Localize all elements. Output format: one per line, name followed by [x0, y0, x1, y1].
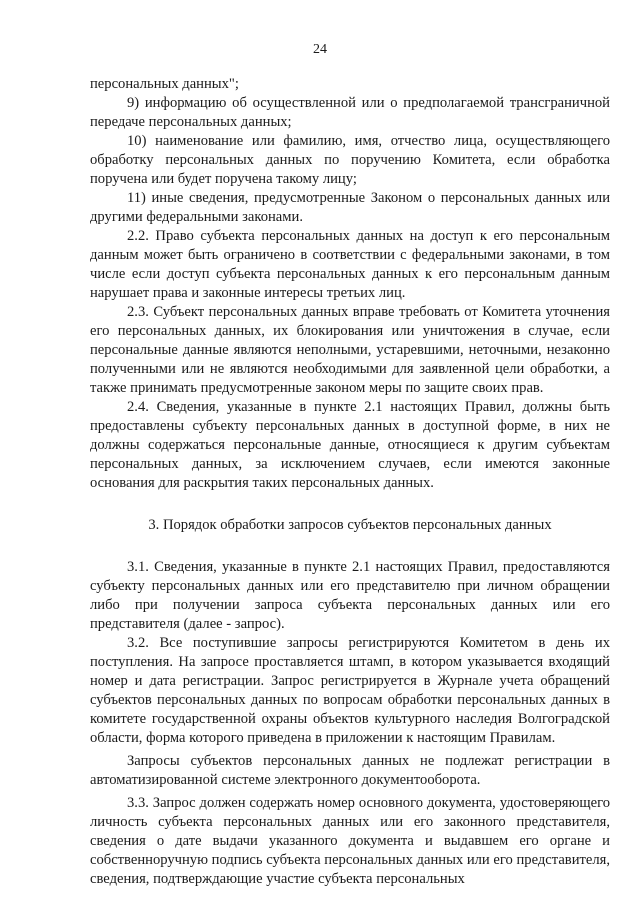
paragraph-p3-1: 3.1. Сведения, указанные в пункте 2.1 настоящих Правил, предоставляются субъекту персональных данных или его представителю при личном обращении либо при получении запроса субъекта персональных данных или его представителя (далее - запрос).: [90, 559, 610, 632]
paragraph-p2-2: 2.2. Право субъекта персональных данных на доступ к его персональным данным может быть ограничено в соответствии с федеральными законами, в том числе если доступ субъекта персональных данных к его персональным данным нарушает права и законные интересы третьих лиц.: [90, 228, 610, 301]
paragraph-p2-3: 2.3. Субъект персональных данных вправе требовать от Комитета уточнения его персональных данных, их блокирования или уничтожения в случае, если персональные данные являются неполными, устаревшими, неточными, незаконно полученными или не являются необходимыми для заявленной цели обработки, а также принимать предусмотренные законом меры по защите своих прав.: [90, 304, 610, 396]
paragraph-item9: 9) информацию об осуществленной или о предполагаемой трансграничной передаче персональных данных;: [90, 95, 610, 130]
paragraph-cont: персональных данных";: [90, 76, 239, 92]
paragraph-item10: 10) наименование или фамилию, имя, отчество лица, осуществляющего обработку персональных данных по поручению Комитета, если обработка поручена или будет поручена такому лицу;: [90, 133, 610, 187]
paragraphs-bottom: [90, 558, 610, 889]
page-number: 24: [313, 42, 327, 57]
page-body: [90, 75, 610, 889]
paragraph-p3-2: 3.2. Все поступившие запросы регистрируются Комитетом в день их поступления. На запросе проставляется штамп, в котором указывается входящий номер и дата регистрации. Запрос регистрируется в Журнале учета обращений субъектов персональных данных по вопросам обработки персональных данных в комитете государственной охраны объектов культурного наследия Волгоградской области, форма которого приведена в приложении к настоящим Правилам.: [90, 635, 610, 746]
paragraph-p3-3: 3.3. Запрос должен содержать номер основного документа, удостоверяющего личность субъекта персональных данных или его законного представителя, сведения о дате выдачи указанного документа и выдавшем его органе и собственноручную подпись субъекта персональных данных или его представителя, сведения, подтверждающие участие субъекта персональных: [90, 795, 610, 887]
paragraph-p3-2b: Запросы субъектов персональных данных не подлежат регистрации в автоматизированной системе электронного документооборота.: [90, 753, 610, 788]
paragraph-p2-4: 2.4. Сведения, указанные в пункте 2.1 настоящих Правил, должны быть предоставлены субъекту персональных данных в доступной форме, в них не должны содержаться персональные данные, относящиеся к другим субъектам персональных данных, за исключением случаев, если имеются законные основания для раскрытия таких персональных данных.: [90, 399, 610, 491]
paragraphs-top: [90, 75, 610, 493]
paragraph-item11: 11) иные сведения, предусмотренные Законом о персональных данных или другими федеральными законами.: [90, 190, 610, 225]
section-heading: 3. Порядок обработки запросов субъектов персональных данных: [148, 517, 552, 533]
